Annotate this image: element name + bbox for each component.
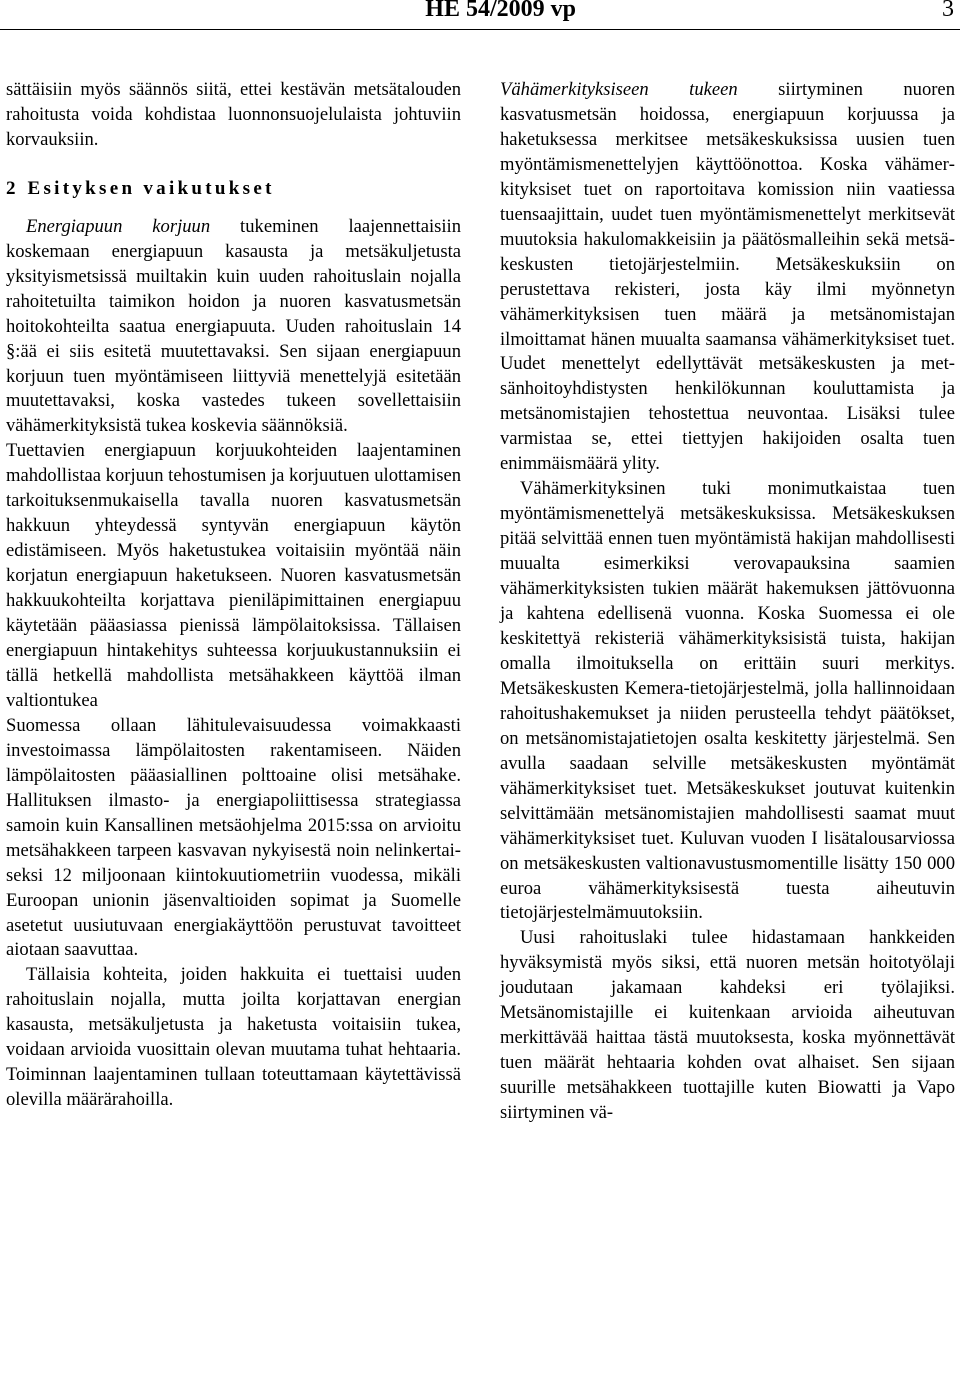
paragraph: Suomessa ollaan lähitulevaisuudessa voimakkaasti investoimassa lämpölaitosten rakentamiseen. Näiden lämpölaitosten pääasiallinen polttoaine olisi metsähake. Hallituksen ilmasto- ja energiapoliittisessa strategiassa samoin kuin Kansallinen metsäohjelma 2015:ssa on arvioitu metsähakkeen tarpeen kasvavan nykyisestä noin nelinkertaiseksi 12 miljoonaan kiintokuutiometriin vuodessa, mikäli Euroopan unionin jäsenvaltioiden sopimat ja Suomelle asetetut uusiutuvaan energiakäyttöön perustuvat tavoitteet aiotaan saavuttaa. [6, 714, 461, 961]
paragraph [6, 215, 461, 440]
page-number: 3 [942, 0, 954, 22]
left-column [6, 78, 461, 1113]
italic-lead: Energiapuun korjuun [26, 215, 211, 237]
paragraph: Tällaisia kohteita, joiden hakkuita ei tuettaisi uuden rahoituslain nojalla, mutta joilta korjattavan energian kasausta, metsäkuljetusta ja haketusta voitaisiin tukea, voidaan arvioida vuosittain olevan muutama tuhat hehtaaria. Toiminnan laajentaminen tullaan toteuttamaan käytettävissä olevilla määrärahoilla. [6, 964, 461, 1111]
header-rule [0, 29, 960, 30]
section-heading [6, 177, 461, 202]
paragraph [500, 78, 955, 477]
paragraph: Tuettavien energiapuun korjuukohteiden laajentaminen mahdollistaa korjuun tehostumisen ja korjuutuen ulottamisen tarkoituksenmukaisella tavalla nuoren kasvatusmetsän hakkuun yhteydessä syntyvän energiapuun käytön edistämiseen. Myös haketustukea voitaisiin myöntää näin korjatun energiapuun haketukseen. Nuoren kasvatusmetsän hakkuukohteilta korjattava pieniläpimittainen energiapuu käytetään pääasiassa pienissä lämpölaitoksissa. Tällaisen energiapuun hintakehitys suhteessa korjuukustannuksiin ei tällä hetkellä mahdollista metsähakkeen käyttöä ilman valtiontukea [6, 440, 461, 711]
document-id: HE 54/2009 vp [425, 0, 576, 22]
paragraph: Uusi rahoituslaki tulee hidastamaan hankkeiden hyväksymistä myös siksi, että nuoren metsän hoitotyölaji joudutaan jakamaan kahdeksi eri työlajiksi. Metsänomistajille ei kuitenkaan arvioida aiheutuvan merkittävää haittaa tästä muutoksesta, koska myönnettävät tuen määrät hehtaaria kohden ovat alhaiset. Sen sijaan suurille metsähakkeen tuottajille kuten Biowatti ja Vapo siirtyminen vä- [500, 927, 955, 1124]
paragraph: sättäisiin myös säännös siitä, ettei kestävän metsätalouden rahoitusta voida kohdistaa luonnonsuojelulaista johtuviin korvauksiin. [6, 79, 461, 150]
page-header [0, 0, 960, 32]
section-number: 2 [6, 177, 16, 199]
paragraph-text: siirtyminen nuoren kasvatusmetsän hoidossa, energiapuun korjuussa ja haketuksessa merkitsee metsäkeskuksissa uusien tuen myöntämismenettelyjen käyttöönottoa. Koska vähämerkityksiset tuet on raportoitava komission niin vaatiessa tuensaajittain, uudet tuen myöntämismenettelyt merkitsevät muutoksia hakulomakkeisiin ja päätösmalleihin sekä metsäkeskusten tietojärjestelmiin. Metsäkeskuksiin on perustettava rekisteri, josta käy ilmi myönnetyn vähämerkityksisen tuen määrä ja metsänomistajan ilmoittamat hänen muualta saamansa vähämerkityksiset tuet. Uudet menettelyt edellyttävät metsäkeskusten ja metsänhoitoyhdistysten henkilökunnan kouluttamista ja metsänomistajien tehostettua neuvontaa. Lisäksi tulee varmistaa se, ettei tiettyjen hakijoiden osalta tuen enimmäismäärä ylity. [500, 79, 955, 475]
paragraph: Vähämerkityksinen tuki monimutkaistaa tuen myöntämismenettelyä metsäkeskuksissa. Metsäkeskuksen pitää selvittää ennen tuen myöntämistä hakijan mahdollisesti muualta esimerkiksi verovapauksina saamien vähämerkityksisten tukien määrät hakemuksen jättövuonna ja kahtena edellisenä vuonna. Koska Suomessa ei ole keskitettyä rekisteriä vähämerkityksisistä tuista, hakijan omalla ilmoituksella on erittäin suuri merkitys. Metsäkeskusten Kemera-tietojärjestelmä, jolla hallinnoidaan rahoitushakemukset ja niiden perusteella tehdyt päätökset, on metsänomistajatietojen osalta keskitetty järjestelmä. Sen avulla saadaan selville metsäkeskusten myöntämät vähämerkityksiset tuet. Metsäkeskukset joutuvat kuitenkin selvittämään metsänomistajien mahdollisesti saamat muut vähämerkityksiset tuet. Kuluvan vuoden I lisätalousarviossa on metsäkeskusten valtionavustusmomentille lisätty 150 000 euroa vähämerkityksisestä tuesta aiheutuvin tietojärjestelmämuutoksiin. [500, 478, 955, 924]
paragraph-text: tukeminen laajennettaisiin koskemaan energiapuun kasausta ja metsäkuljetusta yksityismetsissä muiltakin kuin uuden rahoituslain nojalla rahoitetuilta taimikon hoidon ja nuoren kasvatusmetsän hoitokohteilta saatua energiapuuta. Uuden rahoituslain 14 §:ää ei siis esitetä muutettavaksi. Sen sijaan energiapuun korjuun tuen myöntämiseen liittyviä menettelyjä esitetään muutettavaksi, koska vastedes tukeen sovellettaisiin vähämerkityksistä tukea koskevia säännöksiä. [6, 215, 461, 437]
section-title: Esityksen vaikutukset [27, 177, 275, 199]
italic-lead: Vähämerkityksiseen tukeen [500, 79, 738, 100]
right-column [500, 78, 955, 1126]
